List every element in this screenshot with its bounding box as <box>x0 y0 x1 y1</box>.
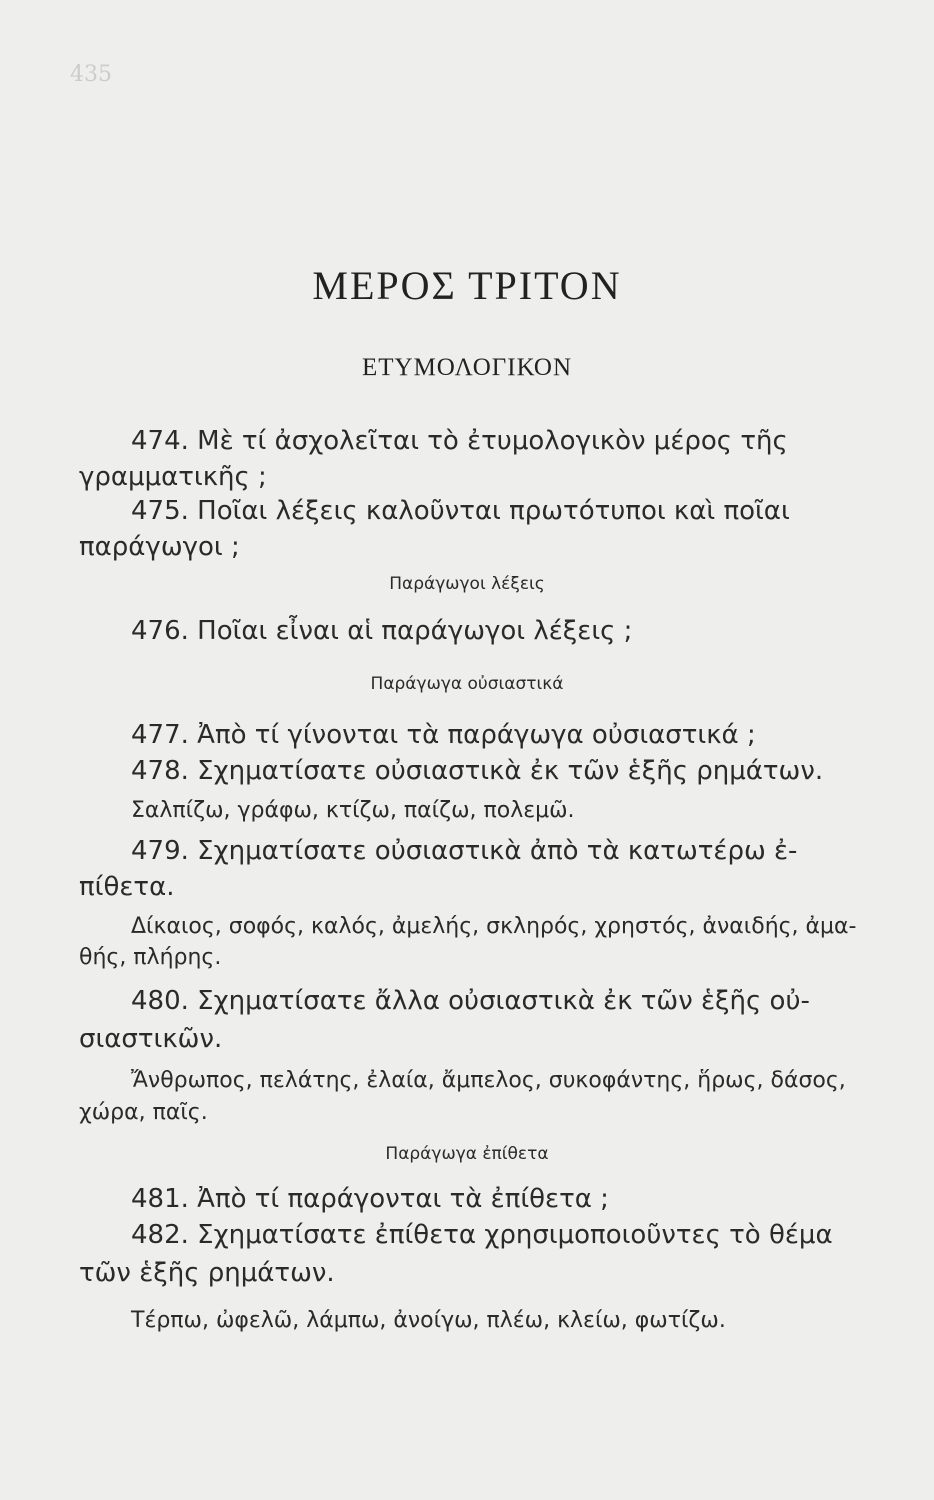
question-479-examples-2: θής, πλήρης. <box>79 945 222 970</box>
page-number: 435 <box>70 62 112 87</box>
question-482-cont: τῶν ἑξῆς ρημάτων. <box>79 1258 335 1288</box>
question-479-examples-1: Δίκαιος, σοφός, καλός, ἀμελής, σκληρός, χρηστός, ἀναιδής, ἀμα- <box>131 914 857 939</box>
subheading-derived-adjectives: Παράγωγα ἐπίθετα <box>385 1144 549 1164</box>
subheading-derived-words: Παράγωγοι λέξεις <box>389 574 545 594</box>
question-text: Ποῖαι εἶναι αἱ παράγωγοι λέξεις ; <box>197 616 633 646</box>
question-481 <box>131 1184 609 1214</box>
question-482-examples: Τέρπω, ὠφελῶ, λάμπω, ἀνοίγω, πλέω, κλείω, φωτίζω. <box>131 1308 726 1333</box>
question-text: Ποῖαι λέξεις καλοῦνται πρωτότυποι καὶ ποῖαι <box>197 496 790 526</box>
question-text: Σχηματίσατε οὐσιαστικὰ ἀπὸ τὰ κατωτέρω ἐ- <box>197 836 798 866</box>
question-number: 475. <box>131 496 189 526</box>
question-number: 480. <box>131 986 189 1016</box>
question-479 <box>131 836 797 866</box>
question-480-cont: σιαστικῶν. <box>79 1024 223 1054</box>
question-text: Ἀπὸ τί παράγονται τὰ ἐπίθετα ; <box>197 1184 609 1214</box>
question-number: 479. <box>131 836 189 866</box>
question-478-examples: Σαλπίζω, γράφω, κτίζω, παίζω, πολεμῶ. <box>131 798 575 823</box>
bleed-through-decor <box>80 136 934 166</box>
question-482 <box>131 1220 833 1250</box>
question-number: 481. <box>131 1184 189 1214</box>
question-480 <box>131 986 810 1016</box>
question-number: 476. <box>131 616 189 646</box>
subheading-derived-nouns: Παράγωγα οὐσιαστικά <box>370 674 564 694</box>
question-478 <box>131 756 823 786</box>
question-text: Ἀπὸ τί γίνονται τὰ παράγωγα οὐσιαστικά ; <box>197 720 756 750</box>
question-number: 482. <box>131 1220 189 1250</box>
question-476 <box>131 616 632 646</box>
part-title: ΜΕΡΟΣ ΤΡΙΤΟΝ <box>312 263 622 308</box>
question-475-cont: παράγωγοι ; <box>79 532 240 562</box>
question-474-cont: γραμματικῆς ; <box>79 462 267 492</box>
question-number: 478. <box>131 756 189 786</box>
question-480-examples-1: Ἄνθρωπος, πελάτης, ἐλαία, ἄμπελος, συκοφάντης, ἥρως, δάσος, <box>131 1068 846 1093</box>
question-479-cont: πίθετα. <box>79 872 175 902</box>
question-477 <box>131 720 756 750</box>
question-text: Σχηματίσατε οὐσιαστικὰ ἐκ τῶν ἑξῆς ρημάτων. <box>197 756 824 786</box>
question-text: Σχηματίσατε ἄλλα οὐσιαστικὰ ἐκ τῶν ἑξῆς οὐ- <box>197 986 810 1016</box>
question-number: 477. <box>131 720 189 750</box>
question-text: Σχηματίσατε ἐπίθετα χρησιμοποιοῦντες τὸ θέμα <box>197 1220 833 1250</box>
question-475 <box>131 496 790 526</box>
question-text: Μὲ τί ἀσχολεῖται τὸ ἐτυμολογικὸν μέρος τῆς <box>197 426 788 456</box>
section-title: ΕΤΥΜΟΛΟΓΙΚΟΝ <box>361 354 573 381</box>
question-474 <box>131 426 788 456</box>
question-480-examples-2: χώρα, παῖς. <box>79 1100 208 1125</box>
question-number: 474. <box>131 426 189 456</box>
